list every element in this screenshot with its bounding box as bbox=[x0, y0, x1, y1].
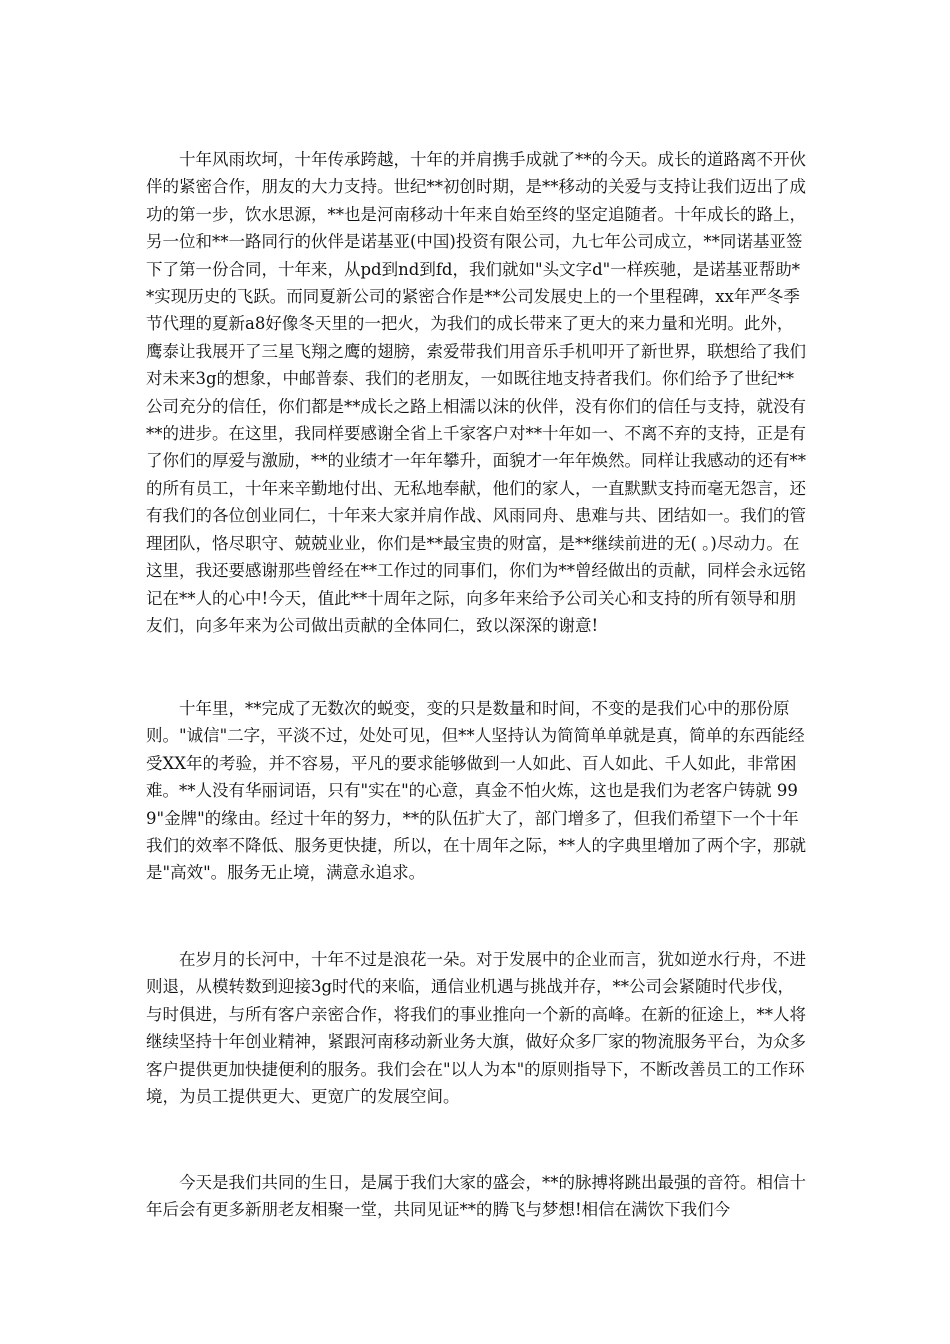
body-paragraph-2: 十年里，**完成了无数次的蜕变，变的只是数量和时间，不变的是我们心中的那份原则。"诚信"二字，平淡不过，处处可见，但**人坚持认为简简单单就是真，简单的东西能经受XX年的考验，并不容易，平凡的要求能够做到一人如此、百人如此、千人如此，非常困难。**人没有华丽词语，只有"实在"的心意，真金不怕火炼，这也是我们为老客户铸就 999"金牌"的缘由。经过十年的努力，**的队伍扩大了，部门增多了，但我们希望下一个十年我们的效率不降低、服务更快捷，所以，在十周年之际，**人的字典里增加了两个字，那就是"高效"。服务无止境，满意永追求。 bbox=[146, 699, 806, 883]
body-paragraph-1: 十年风雨坎坷，十年传承跨越，十年的并肩携手成就了**的今天。成长的道路离不开伙伴的紧密合作，朋友的大力支持。世纪**初创时期，是**移动的关爱与支持让我们迈出了成功的第一步，饮水思源，**也是河南移动十年来自始至终的坚定追随者。十年成长的路上，另一位和**一路同行的伙伴是诺基亚(中国)投资有限公司，九七年公司成立，**同诺基亚签下了第一份合同，十年来，从pd到nd到fd，我们就如"头文字d"一样疾驰，是诺基亚帮助**实现历史的飞跃。而同夏新公司的紧密合作是**公司发展史上的一个里程碑，xx年严冬季节代理的夏新a8好像冬天里的一把火，为我们的成长带来了更大的来力量和光明。此外，鹰泰让我展开了三星飞翔之鹰的翅膀，索爱带我们用音乐手机叩开了新世界，联想给了我们对未来3g的想象，中邮普泰、我们的老朋友，一如既往地支持者我们。你们给予了世纪**公司充分的信任，你们都是**成长之路上相濡以沫的伙伴，没有你们的信任与支持，就没有**的进步。在这里，我同样要感谢全省上千家客户对**十年如一、不离不弃的支持，正是有了你们的厚爱与激励，**的业绩才一年年攀升，面貌才一年年焕然。同样让我感动的还有**的所有员工，十年来辛勤地付出、无私地奉献，他们的家人，一直默默支持而毫无怨言，还有我们的各位创业同仁，十年来大家并肩作战、风雨同舟、患难与共、团结如一。我们的管理团队，恪尽职守、兢兢业业，你们是**最宝贵的财富，是**继续前进的无( 。)尽动力。在这里，我还要感谢那些曾经在**工作过的同事们，你们为**曾经做出的贡献，同样会永远铭记在**人的心中!今天，值此**十周年之际，向多年来给予公司关心和支持的所有领导和朋友们，向多年来为公司做出贡献的全体同仁，致以深深的谢意! bbox=[146, 150, 806, 635]
body-paragraph-3: 在岁月的长河中，十年不过是浪花一朵。对于发展中的企业而言，犹如逆水行舟，不进则退，从模转数到迎接3g时代的来临，通信业机遇与挑战并存，**公司会紧随时代步伐，与时俱进，与所有客户亲密合作，将我们的事业推向一个新的高峰。在新的征途上，**人将继续坚持十年创业精神，紧跟河南移动新业务大旗，做好众多厂家的物流服务平台，为众多客户提供更加快捷便利的服务。我们会在"以人为本"的原则指导下，不断改善员工的工作环境，为员工提供更大、更宽广的发展空间。 bbox=[146, 950, 806, 1107]
body-paragraph-4: 今天是我们共同的生日，是属于我们大家的盛会，**的脉搏将跳出最强的音符。相信十年后会有更多新朋老友相聚一堂，共同见证**的腾飞与梦想!相信在满饮下我们今 bbox=[146, 1173, 806, 1220]
